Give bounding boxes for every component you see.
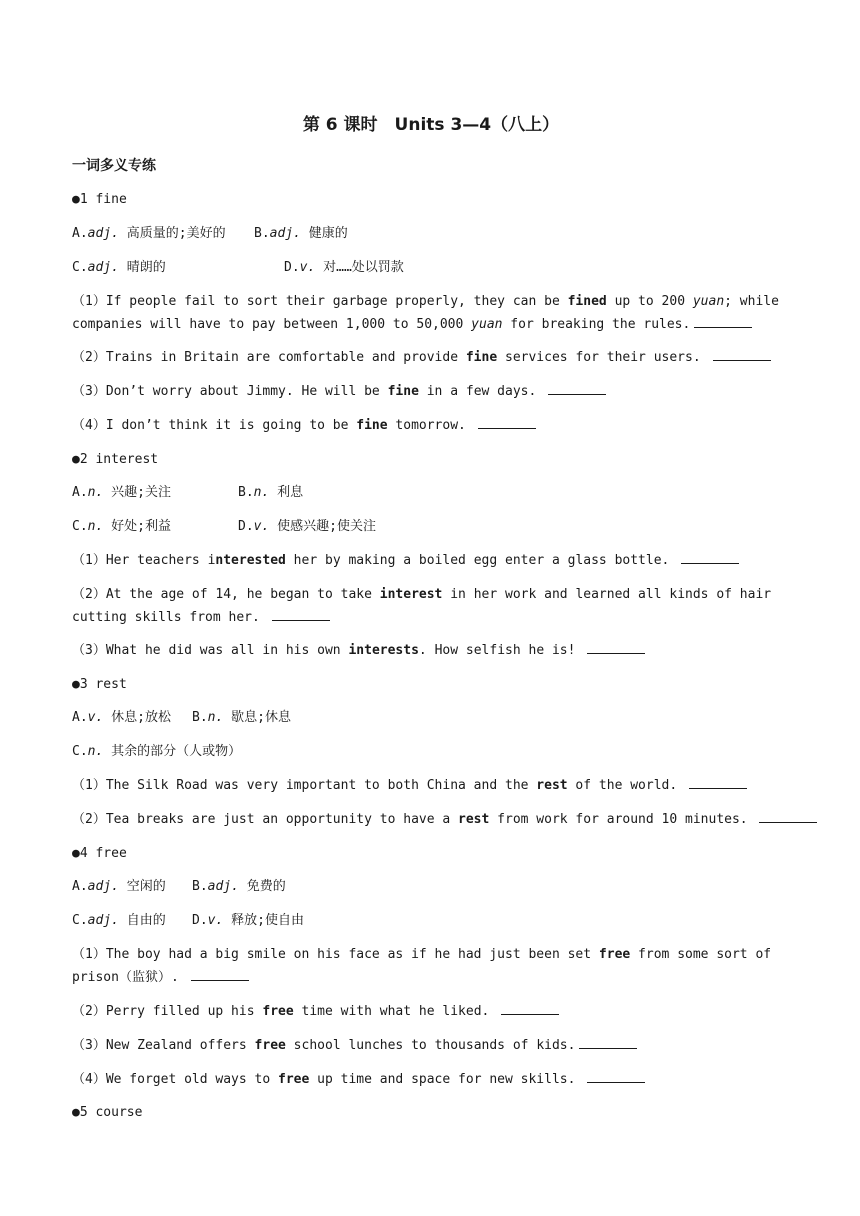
word-heading: ●3 rest xyxy=(72,677,127,692)
option-c: C.adj. 自由的 xyxy=(72,913,166,928)
word-heading: ●5 course xyxy=(72,1105,143,1120)
answer-blank[interactable] xyxy=(587,641,645,654)
sentence: （3）New Zealand offers free school lunches to thousands of kids. xyxy=(72,1034,790,1057)
option-d: D.v. 使感兴趣;使关注 xyxy=(238,519,376,534)
sentence: （2）Perry filled up his free time with what he liked. xyxy=(72,1000,790,1023)
sentence: （1）Her teachers interested her by making a boiled egg enter a glass bottle. xyxy=(72,549,790,572)
option-c: C.n. 其余的部分（人或物） xyxy=(72,744,242,759)
option-row xyxy=(72,256,790,279)
answer-blank[interactable] xyxy=(689,776,747,789)
answer-blank[interactable] xyxy=(681,551,739,564)
section-heading: 一词多义专练 xyxy=(72,158,156,174)
option-b: B.n. 歇息;休息 xyxy=(192,710,291,725)
sentence: （4）I don’t think it is going to be fine tomorrow. xyxy=(72,414,790,437)
sentence: （3）What he did was all in his own interests. How selfish he is! xyxy=(72,639,790,662)
option-row xyxy=(72,740,790,763)
option-b: B.adj. 免费的 xyxy=(192,879,286,894)
sentence: （3）Don’t worry about Jimmy. He will be fine in a few days. xyxy=(72,380,790,403)
sentence: （2）Trains in Britain are comfortable and provide fine services for their users. xyxy=(72,346,790,369)
sentence: （1）The boy had a big smile on his face as if he had just been set free from some sort of prison（监狱）. xyxy=(72,947,772,985)
sentence: （4）We forget old ways to free up time and space for new skills. xyxy=(72,1068,790,1091)
answer-blank[interactable] xyxy=(579,1036,637,1049)
option-d: D.v. 释放;使自由 xyxy=(192,913,304,928)
option-a: A.adj. 空闲的 xyxy=(72,879,166,894)
option-row xyxy=(72,222,790,245)
option-d: D.v. 对……处以罚款 xyxy=(284,260,404,275)
option-c: C.n. 好处;利益 xyxy=(72,519,171,534)
answer-blank[interactable] xyxy=(587,1070,645,1083)
option-a: A.adj. 高质量的;美好的 xyxy=(72,226,226,241)
option-row xyxy=(72,481,790,504)
option-a: A.v. 休息;放松 xyxy=(72,710,171,725)
option-row xyxy=(72,706,790,729)
option-row xyxy=(72,909,790,932)
answer-blank[interactable] xyxy=(694,315,752,328)
option-a: A.n. 兴趣;关注 xyxy=(72,485,171,500)
option-b: B.adj. 健康的 xyxy=(254,226,348,241)
word-heading: ●2 interest xyxy=(72,452,159,467)
answer-blank[interactable] xyxy=(272,608,330,621)
answer-blank[interactable] xyxy=(713,348,771,361)
sentence: （2）At the age of 14, he began to take interest in her work and learned all kinds of hair cutting skills from her. xyxy=(72,587,772,625)
answer-blank[interactable] xyxy=(501,1002,559,1015)
word-heading: ●4 free xyxy=(72,846,127,861)
answer-blank[interactable] xyxy=(191,968,249,981)
option-row xyxy=(72,875,790,898)
answer-blank[interactable] xyxy=(548,382,606,395)
answer-blank[interactable] xyxy=(478,416,536,429)
option-row xyxy=(72,515,790,538)
option-c: C.adj. 晴朗的 xyxy=(72,260,166,275)
answer-blank[interactable] xyxy=(759,810,817,823)
sentence: （1）If people fail to sort their garbage properly, they can be fined up to 200 yuan; while companies will have to pay between 1,000 to 50,000 yuan for breaking the rules. xyxy=(72,294,779,332)
word-heading: ●1 fine xyxy=(72,192,127,207)
page-title: 第 6 课时 Units 3—4（八上） xyxy=(302,115,560,135)
sentence: （2）Tea breaks are just an opportunity to have a rest from work for around 10 minutes. xyxy=(72,808,790,831)
sentence: （1）The Silk Road was very important to both China and the rest of the world. xyxy=(72,774,790,797)
option-b: B.n. 利息 xyxy=(238,485,304,500)
